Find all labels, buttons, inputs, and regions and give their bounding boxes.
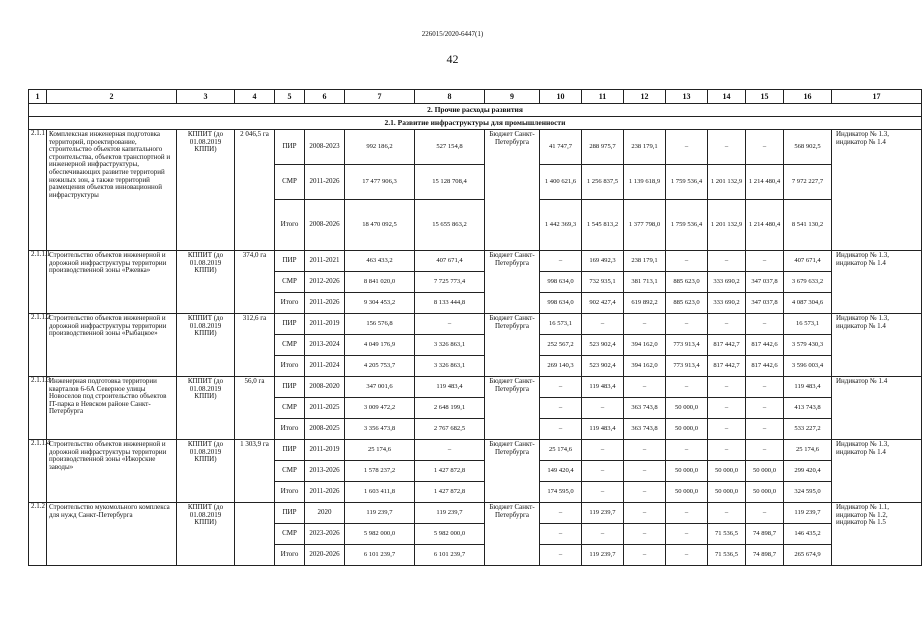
value-col-12: 363 743,8: [624, 419, 666, 440]
value-col-13: –: [666, 545, 708, 566]
value-col-15: 74 898,7: [746, 545, 784, 566]
indicator: Индикатор № 1.1, индикатор № 1.2, индикатор № 1.5: [832, 503, 922, 566]
period: 2008-2026: [305, 200, 345, 251]
col-header-1: 1: [29, 90, 47, 104]
value-col-16: 407 671,4: [784, 251, 832, 272]
value-col-14: –: [708, 419, 746, 440]
work-type: ПИР: [275, 251, 305, 272]
value-col-12: 363 743,8: [624, 398, 666, 419]
value-col-13: –: [666, 130, 708, 165]
value-col-15: –: [746, 251, 784, 272]
value-col-16: 568 902,5: [784, 130, 832, 165]
value-col-14: 817 442,7: [708, 356, 746, 377]
period: 2011-2026: [305, 165, 345, 200]
value-col-13: 1 759 536,4: [666, 165, 708, 200]
value-col-15: 74 898,7: [746, 524, 784, 545]
remaining-cost: 6 101 239,7: [415, 545, 485, 566]
value-col-16: 146 435,2: [784, 524, 832, 545]
table-row: [29, 440, 922, 461]
work-type: Итого: [275, 545, 305, 566]
funding-source: Бюджет Санкт-Петербурга: [485, 314, 540, 377]
section-row: [29, 104, 922, 117]
item-name: Комплексная инженерная подготовка территорий, проектирование, строительство объектов капитального строительства, объектов транспортной и инженерной инфраструктуры, обеспечивающих развитие территорий нежилых зон, а также территорий размещения объектов инновационной инфраструктуры: [47, 130, 177, 251]
work-type: Итого: [275, 482, 305, 503]
value-col-12: 394 162,0: [624, 356, 666, 377]
total-cost: 3 009 472,2: [345, 398, 415, 419]
remaining-cost: –: [415, 314, 485, 335]
value-col-14: 333 690,2: [708, 293, 746, 314]
indicator: Индикатор № 1.4: [832, 377, 922, 440]
value-col-16: 4 087 304,6: [784, 293, 832, 314]
total-cost: 1 578 237,2: [345, 461, 415, 482]
table-row: [29, 314, 922, 335]
value-col-15: 817 442,6: [746, 356, 784, 377]
item-name: Инженерная подготовка территории кварталов 6-6А Северное улицы Новоселов под строительство объектов IT-парка в Невском районе Санкт-Петербурга: [47, 377, 177, 440]
col-header-2: 2: [47, 90, 177, 104]
value-col-13: –: [666, 524, 708, 545]
value-col-14: –: [708, 398, 746, 419]
col-header-15: 15: [746, 90, 784, 104]
period: 2011-2019: [305, 440, 345, 461]
value-col-11: 119 483,4: [582, 377, 624, 398]
work-type: СМР: [275, 524, 305, 545]
value-col-15: –: [746, 398, 784, 419]
col-header-14: 14: [708, 90, 746, 104]
col-header-6: 6: [305, 90, 345, 104]
value-col-15: 817 442,6: [746, 335, 784, 356]
value-col-15: 1 214 480,4: [746, 200, 784, 251]
indicator: Индикатор № 1.3, индикатор № 1.4: [832, 251, 922, 314]
value-col-10: 998 634,0: [540, 293, 582, 314]
total-cost: 17 477 906,3: [345, 165, 415, 200]
value-col-14: –: [708, 440, 746, 461]
value-col-13: 1 759 536,4: [666, 200, 708, 251]
col-header-17: 17: [832, 90, 922, 104]
value-col-10: –: [540, 377, 582, 398]
value-col-15: –: [746, 419, 784, 440]
value-col-15: –: [746, 130, 784, 165]
remaining-cost: –: [415, 440, 485, 461]
value-col-10: 25 174,6: [540, 440, 582, 461]
territory-area: 1 303,9 га: [235, 440, 275, 503]
remaining-cost: 15 655 863,2: [415, 200, 485, 251]
funding-source: Бюджет Санкт-Петербурга: [485, 503, 540, 566]
value-col-13: 773 913,4: [666, 335, 708, 356]
item-name: Строительство объектов инженерной и дорожной инфраструктуры территории производственной зоны «Ржевка»: [47, 251, 177, 314]
value-col-11: 119 239,7: [582, 503, 624, 524]
responsible-org: КППИТ (до 01.08.2019 КППИ): [177, 314, 235, 377]
value-col-14: –: [708, 503, 746, 524]
responsible-org: КППИТ (до 01.08.2019 КППИ): [177, 503, 235, 566]
period: 2012-2026: [305, 272, 345, 293]
value-col-14: 1 201 132,9: [708, 165, 746, 200]
period: 2008-2025: [305, 419, 345, 440]
value-col-11: 119 483,4: [582, 419, 624, 440]
value-col-16: 3 579 430,3: [784, 335, 832, 356]
territory-area: 312,6 га: [235, 314, 275, 377]
indicator: Индикатор № 1.3, индикатор № 1.4: [832, 130, 922, 251]
page-number: 42: [446, 52, 459, 66]
value-col-16: 324 595,0: [784, 482, 832, 503]
table-row: [29, 251, 922, 272]
value-col-15: 1 214 480,4: [746, 165, 784, 200]
col-header-5: 5: [275, 90, 305, 104]
remaining-cost: 407 671,4: [415, 251, 485, 272]
value-col-16: 8 541 130,2: [784, 200, 832, 251]
program-table: [28, 89, 922, 566]
remaining-cost: 2 767 682,5: [415, 419, 485, 440]
value-col-13: 50 000,0: [666, 398, 708, 419]
value-col-13: –: [666, 440, 708, 461]
value-col-10: –: [540, 251, 582, 272]
table-row: [29, 503, 922, 524]
value-col-11: 119 239,7: [582, 545, 624, 566]
value-col-10: 269 140,3: [540, 356, 582, 377]
item-name: Строительство объектов инженерной и дорожной инфраструктуры территории производственной зоны «Рыбацкое»: [47, 314, 177, 377]
work-type: ПИР: [275, 377, 305, 398]
period: 2011-2021: [305, 251, 345, 272]
total-cost: 992 186,2: [345, 130, 415, 165]
value-col-15: –: [746, 440, 784, 461]
total-cost: 463 433,2: [345, 251, 415, 272]
value-col-12: –: [624, 377, 666, 398]
subsection-title: 2.1. Развитие инфраструктуры для промышленности: [29, 117, 922, 130]
value-col-16: 3 679 633,2: [784, 272, 832, 293]
value-col-11: –: [582, 440, 624, 461]
remaining-cost: 119 483,4: [415, 377, 485, 398]
value-col-11: 1 256 837,5: [582, 165, 624, 200]
value-col-16: 7 972 227,7: [784, 165, 832, 200]
value-col-16: 413 743,8: [784, 398, 832, 419]
total-cost: 119 239,7: [345, 503, 415, 524]
total-cost: 18 470 092,5: [345, 200, 415, 251]
item-number: 2.1.1.4: [29, 440, 47, 503]
item-number: 2.1.2: [29, 503, 47, 566]
value-col-10: –: [540, 503, 582, 524]
work-type: СМР: [275, 461, 305, 482]
remaining-cost: 1 427 872,8: [415, 461, 485, 482]
value-col-14: –: [708, 314, 746, 335]
value-col-10: –: [540, 398, 582, 419]
value-col-14: 1 201 132,9: [708, 200, 746, 251]
col-header-10: 10: [540, 90, 582, 104]
value-col-11: 523 902,4: [582, 356, 624, 377]
work-type: Итого: [275, 356, 305, 377]
period: 2020-2026: [305, 545, 345, 566]
funding-source: Бюджет Санкт-Петербурга: [485, 130, 540, 251]
work-type: ПИР: [275, 130, 305, 165]
territory-area: 374,0 га: [235, 251, 275, 314]
remaining-cost: 119 239,7: [415, 503, 485, 524]
total-cost: 4 205 753,7: [345, 356, 415, 377]
work-type: СМР: [275, 335, 305, 356]
total-cost: 3 356 473,8: [345, 419, 415, 440]
value-col-11: –: [582, 314, 624, 335]
value-col-12: –: [624, 545, 666, 566]
remaining-cost: 527 154,8: [415, 130, 485, 165]
value-col-11: 902 427,4: [582, 293, 624, 314]
value-col-13: –: [666, 251, 708, 272]
remaining-cost: 15 128 708,4: [415, 165, 485, 200]
responsible-org: КППИТ (до 01.08.2019 КППИ): [177, 440, 235, 503]
col-header-11: 11: [582, 90, 624, 104]
period: 2013-2024: [305, 335, 345, 356]
section-title: 2. Прочие расходы развития: [29, 104, 922, 117]
value-col-12: 619 892,2: [624, 293, 666, 314]
work-type: СМР: [275, 398, 305, 419]
value-col-16: 119 239,7: [784, 503, 832, 524]
value-col-14: 71 536,5: [708, 524, 746, 545]
value-col-16: 3 596 003,4: [784, 356, 832, 377]
item-number: 2.1.1.1: [29, 251, 47, 314]
col-header-4: 4: [235, 90, 275, 104]
territory-area: 2 046,5 га: [235, 130, 275, 251]
document-number: 226015/2020-6447(1): [421, 30, 484, 38]
item-name: Строительство мукомольного комплекса для нужд Санкт-Петербурга: [47, 503, 177, 566]
total-cost: 347 001,6: [345, 377, 415, 398]
value-col-10: 1 442 369,3: [540, 200, 582, 251]
responsible-org: КППИТ (до 01.08.2019 КППИ): [177, 130, 235, 251]
value-col-10: –: [540, 419, 582, 440]
value-col-15: 50 000,0: [746, 482, 784, 503]
value-col-13: –: [666, 503, 708, 524]
value-col-13: –: [666, 377, 708, 398]
item-number: 2.1.1.2: [29, 314, 47, 377]
value-col-10: –: [540, 524, 582, 545]
value-col-12: –: [624, 503, 666, 524]
value-col-13: 50 000,0: [666, 482, 708, 503]
value-col-12: –: [624, 440, 666, 461]
item-number: 2.1.1: [29, 130, 47, 251]
value-col-13: 50 000,0: [666, 419, 708, 440]
value-col-12: –: [624, 482, 666, 503]
value-col-10: 16 573,1: [540, 314, 582, 335]
value-col-11: 1 545 813,2: [582, 200, 624, 251]
value-col-11: –: [582, 398, 624, 419]
value-col-10: 41 747,7: [540, 130, 582, 165]
work-type: ПИР: [275, 314, 305, 335]
period: 2020: [305, 503, 345, 524]
remaining-cost: 2 648 199,1: [415, 398, 485, 419]
col-header-12: 12: [624, 90, 666, 104]
col-header-7: 7: [345, 90, 415, 104]
indicator: Индикатор № 1.3, индикатор № 1.4: [832, 314, 922, 377]
period: 2023-2026: [305, 524, 345, 545]
value-col-12: –: [624, 461, 666, 482]
value-col-12: 238 179,1: [624, 251, 666, 272]
value-col-11: 288 975,7: [582, 130, 624, 165]
value-col-10: 252 567,2: [540, 335, 582, 356]
value-col-12: 394 162,0: [624, 335, 666, 356]
table-row: [29, 130, 922, 165]
value-col-13: 885 623,0: [666, 272, 708, 293]
remaining-cost: 3 326 863,1: [415, 356, 485, 377]
responsible-org: КППИТ (до 01.08.2019 КППИ): [177, 377, 235, 440]
period: 2013-2026: [305, 461, 345, 482]
work-type: ПИР: [275, 440, 305, 461]
remaining-cost: 5 982 000,0: [415, 524, 485, 545]
funding-source: Бюджет Санкт-Петербурга: [485, 251, 540, 314]
total-cost: 6 101 239,7: [345, 545, 415, 566]
value-col-15: 50 000,0: [746, 461, 784, 482]
col-header-16: 16: [784, 90, 832, 104]
value-col-10: 998 634,0: [540, 272, 582, 293]
item-name: Строительство объектов инженерной и дорожной инфраструктуры территории производственной зоны «Ижорские заводы»: [47, 440, 177, 503]
col-header-13: 13: [666, 90, 708, 104]
value-col-11: 732 935,1: [582, 272, 624, 293]
value-col-14: –: [708, 251, 746, 272]
total-cost: 8 841 020,0: [345, 272, 415, 293]
value-col-14: –: [708, 130, 746, 165]
period: 2008-2023: [305, 130, 345, 165]
value-col-10: 1 400 621,6: [540, 165, 582, 200]
value-col-16: 16 573,1: [784, 314, 832, 335]
total-cost: 4 049 176,9: [345, 335, 415, 356]
work-type: Итого: [275, 419, 305, 440]
value-col-14: 333 690,2: [708, 272, 746, 293]
period: 2011-2024: [305, 356, 345, 377]
value-col-14: –: [708, 377, 746, 398]
value-col-13: 885 623,0: [666, 293, 708, 314]
responsible-org: КППИТ (до 01.08.2019 КППИ): [177, 251, 235, 314]
subsection-row: [29, 117, 922, 130]
period: 2011-2019: [305, 314, 345, 335]
work-type: СМР: [275, 272, 305, 293]
value-col-12: 238 179,1: [624, 130, 666, 165]
work-type: ПИР: [275, 503, 305, 524]
remaining-cost: 1 427 872,8: [415, 482, 485, 503]
value-col-11: 169 492,3: [582, 251, 624, 272]
value-col-16: 265 674,9: [784, 545, 832, 566]
work-type: Итого: [275, 200, 305, 251]
value-col-10: 149 420,4: [540, 461, 582, 482]
period: 2011-2026: [305, 293, 345, 314]
value-col-16: 119 483,4: [784, 377, 832, 398]
value-col-12: 381 713,1: [624, 272, 666, 293]
table-row: [29, 377, 922, 398]
value-col-13: 50 000,0: [666, 461, 708, 482]
value-col-15: –: [746, 503, 784, 524]
period: 2011-2026: [305, 482, 345, 503]
remaining-cost: 8 133 444,8: [415, 293, 485, 314]
col-header-9: 9: [485, 90, 540, 104]
value-col-14: 50 000,0: [708, 482, 746, 503]
value-col-10: –: [540, 545, 582, 566]
value-col-15: 347 037,8: [746, 272, 784, 293]
total-cost: 1 603 411,8: [345, 482, 415, 503]
col-header-8: 8: [415, 90, 485, 104]
period: 2011-2025: [305, 398, 345, 419]
value-col-13: –: [666, 314, 708, 335]
territory-area: [235, 503, 275, 566]
value-col-10: 174 595,0: [540, 482, 582, 503]
total-cost: 25 174,6: [345, 440, 415, 461]
period: 2008-2020: [305, 377, 345, 398]
value-col-15: –: [746, 377, 784, 398]
value-col-14: 50 000,0: [708, 461, 746, 482]
remaining-cost: 7 725 773,4: [415, 272, 485, 293]
value-col-11: –: [582, 524, 624, 545]
value-col-12: –: [624, 524, 666, 545]
col-header-3: 3: [177, 90, 235, 104]
value-col-13: 773 913,4: [666, 356, 708, 377]
value-col-12: –: [624, 314, 666, 335]
value-col-11: –: [582, 482, 624, 503]
value-col-16: 533 227,2: [784, 419, 832, 440]
column-number-row: [29, 90, 922, 104]
value-col-11: –: [582, 461, 624, 482]
remaining-cost: 3 326 863,1: [415, 335, 485, 356]
value-col-14: 71 536,5: [708, 545, 746, 566]
work-type: СМР: [275, 165, 305, 200]
value-col-14: 817 442,7: [708, 335, 746, 356]
item-number: 2.1.1.3: [29, 377, 47, 440]
value-col-16: 25 174,6: [784, 440, 832, 461]
work-type: Итого: [275, 293, 305, 314]
total-cost: 156 576,8: [345, 314, 415, 335]
total-cost: 9 304 453,2: [345, 293, 415, 314]
funding-source: Бюджет Санкт-Петербурга: [485, 440, 540, 503]
total-cost: 5 982 000,0: [345, 524, 415, 545]
indicator: Индикатор № 1.3, индикатор № 1.4: [832, 440, 922, 503]
territory-area: 56,0 га: [235, 377, 275, 440]
value-col-12: 1 139 618,9: [624, 165, 666, 200]
funding-source: Бюджет Санкт-Петербурга: [485, 377, 540, 440]
value-col-12: 1 377 798,0: [624, 200, 666, 251]
value-col-15: –: [746, 314, 784, 335]
value-col-15: 347 037,8: [746, 293, 784, 314]
value-col-16: 299 420,4: [784, 461, 832, 482]
value-col-11: 523 902,4: [582, 335, 624, 356]
